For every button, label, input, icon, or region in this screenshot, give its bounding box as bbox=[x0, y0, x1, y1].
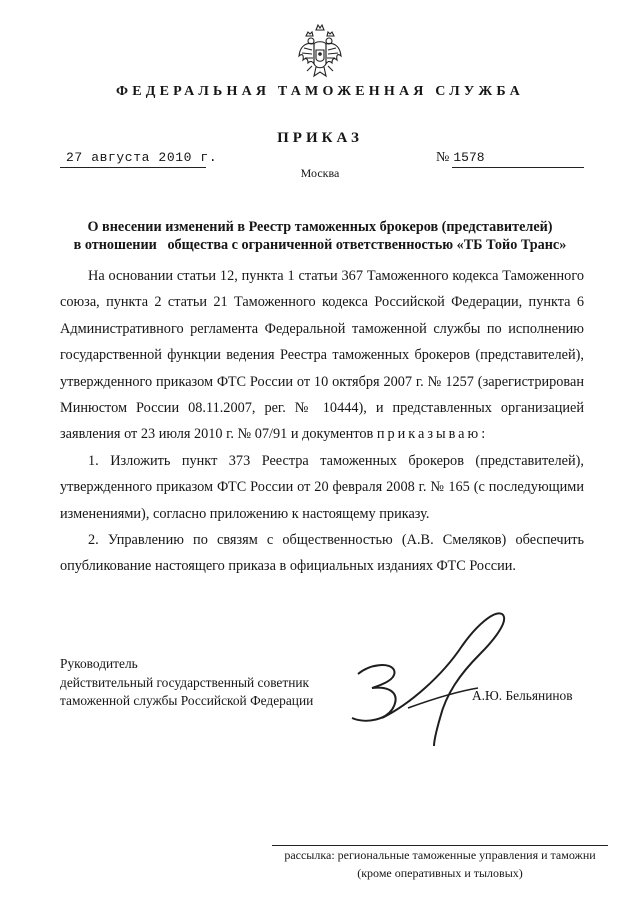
item-2: 2. Управлению по связям с общественностью (А.В. Смеляков) обеспечить опубликование настоящего приказа в официальных изданиях ФТС России. bbox=[60, 532, 584, 575]
preamble-text: На основании статьи 12, пункта 1 статьи 367 Таможенного кодекса Таможенного союза, пункта 2 статьи 21 Таможенного кодекса Российской Федерации, пункта 6 Административного регламента Федеральной таможенной службы по исполнению государственной функции ведения Реестра таможенных брокеров (представителей), утвержденного приказом ФТС России от 10 октября 2007 г. № 1257 (зарегистрирован Минюстом России 08.11.2007, рег. № 10444), и представленных организацией заявления от 23 июля 2010 г. № 07/91 и документов bbox=[60, 268, 584, 443]
agency-name: ФЕДЕРАЛЬНАЯ ТАМОЖЕННАЯ СЛУЖБА bbox=[116, 84, 524, 99]
mailing-line-1: рассылка: региональные таможенные управления и таможни bbox=[284, 848, 596, 862]
coat-of-arms-icon bbox=[296, 22, 344, 80]
handwritten-signature-icon bbox=[330, 600, 520, 750]
city: Москва bbox=[300, 166, 340, 180]
mailing-line-2: (кроме оперативных и тыловых) bbox=[357, 866, 523, 880]
order-date: 27 августа 2010 г. bbox=[66, 150, 218, 165]
title-line-1: О внесении изменений в Реестр таможенных брокеров (представителей) bbox=[87, 219, 553, 235]
order-word: приказываю: bbox=[376, 426, 489, 443]
signatory-line-2: действительный государственный советник bbox=[60, 674, 310, 690]
number-value: 1578 bbox=[453, 150, 485, 165]
item-1: 1. Изложить пункт 373 Реестра таможенных брокеров (представителей), утвержденного приказом ФТС России от 20 февраля 2008 г. № 165 (с последующими изменениями), согласно приложению к настоящему приказу. bbox=[60, 452, 584, 522]
signatory-line-3: таможенной службы Российской Федерации bbox=[60, 693, 314, 708]
signatory-name: А.Ю. Бельянинов bbox=[472, 688, 573, 703]
signatory-line-1: Руководитель bbox=[60, 656, 138, 671]
order-number bbox=[436, 150, 485, 166]
mailing-list bbox=[270, 846, 610, 882]
signatory-title bbox=[60, 655, 313, 711]
order-title bbox=[40, 218, 600, 254]
preamble-paragraph bbox=[60, 263, 584, 448]
number-label: № bbox=[436, 150, 450, 165]
document-type: ПРИКАЗ bbox=[277, 130, 363, 146]
title-line-2: в отношении общества с ограниченной ответственностью «ТБ Тойо Транс» bbox=[73, 237, 567, 253]
order-body bbox=[60, 263, 584, 580]
